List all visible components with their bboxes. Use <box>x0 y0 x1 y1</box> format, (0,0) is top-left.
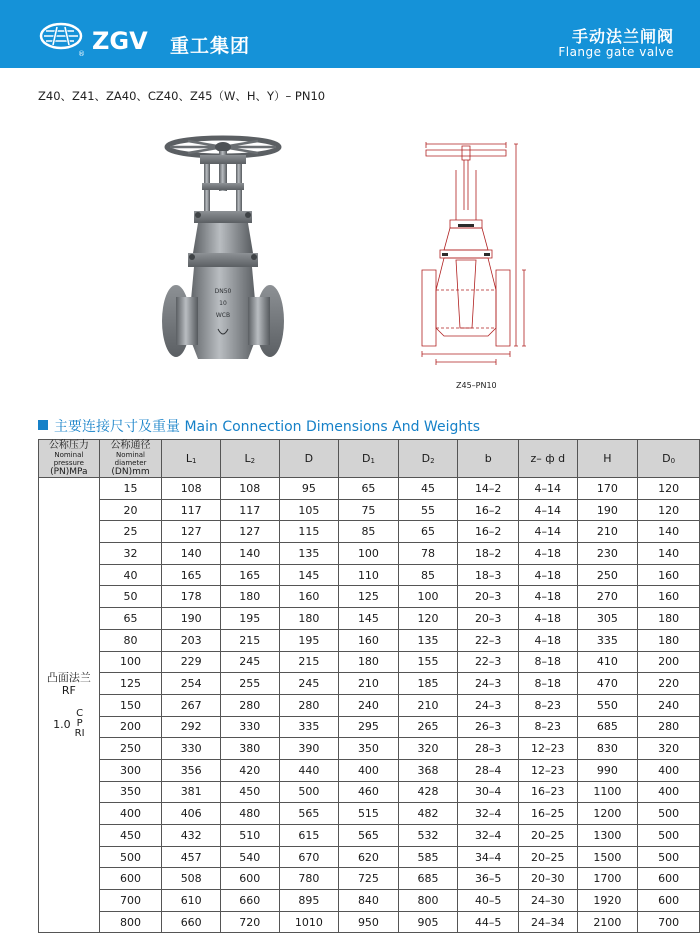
cell-b: 36–5 <box>458 868 519 890</box>
cell-h: 210 <box>577 521 638 543</box>
cell-z-phi-d: 4–14 <box>519 478 578 500</box>
cell-dn: 40 <box>99 564 162 586</box>
cell-l2: 255 <box>220 673 279 695</box>
cell-b: 28–3 <box>458 738 519 760</box>
brand-name: ZGV <box>92 27 148 55</box>
cell-d: 1010 <box>279 911 339 933</box>
cell-h: 190 <box>577 499 638 521</box>
pressure-rating: 1.0 <box>53 717 71 731</box>
cell-z-phi-d: 12–23 <box>519 759 578 781</box>
cell-l2: 117 <box>220 499 279 521</box>
cell-h: 2100 <box>577 911 638 933</box>
table-row <box>39 499 700 521</box>
bullet-square-icon <box>38 420 48 430</box>
cell-l1: 117 <box>162 499 221 521</box>
cell-z-phi-d: 24–30 <box>519 890 578 912</box>
section-title <box>38 416 480 436</box>
cell-d: 440 <box>279 759 339 781</box>
cell-d: 145 <box>279 564 339 586</box>
cell-d: 95 <box>279 478 339 500</box>
cell-z-phi-d: 4–18 <box>519 564 578 586</box>
table-row <box>39 781 700 803</box>
cell-d2: 120 <box>398 608 458 630</box>
cell-d2: 210 <box>398 694 458 716</box>
cell-d0: 140 <box>638 521 700 543</box>
header-d1: $D_1$ <box>339 440 399 478</box>
table-row <box>39 629 700 651</box>
cell-d2: 368 <box>398 759 458 781</box>
cell-z-phi-d: 4–18 <box>519 608 578 630</box>
cell-l1: 381 <box>162 781 221 803</box>
cell-d0: 500 <box>638 825 700 847</box>
table-row <box>39 543 700 565</box>
brand-name-cn: 重工集团 <box>170 35 251 57</box>
cell-d0: 160 <box>638 564 700 586</box>
cell-d1: 75 <box>339 499 399 521</box>
gate-valve-photo <box>158 133 288 373</box>
cell-h: 830 <box>577 738 638 760</box>
cell-d0: 120 <box>638 499 700 521</box>
cell-d1: 565 <box>339 825 399 847</box>
cell-d2: 45 <box>398 478 458 500</box>
header-z-phi-d: z– ф d <box>519 440 578 478</box>
cell-l2: 165 <box>220 564 279 586</box>
header-d2: $D_2$ <box>398 440 458 478</box>
cell-d0: 400 <box>638 781 700 803</box>
cell-d: 500 <box>279 781 339 803</box>
cell-l1: 356 <box>162 759 221 781</box>
cell-d0: 160 <box>638 586 700 608</box>
cell-d: 115 <box>279 521 339 543</box>
cell-l1: 508 <box>162 868 221 890</box>
cell-z-phi-d: 4–18 <box>519 543 578 565</box>
pressure-cell <box>39 478 100 933</box>
product-title-en: Flange gate valve <box>558 45 674 59</box>
table-row <box>39 738 700 760</box>
cell-d1: 125 <box>339 586 399 608</box>
cell-d0: 280 <box>638 716 700 738</box>
cell-d2: 585 <box>398 846 458 868</box>
cell-d: 895 <box>279 890 339 912</box>
photo-marking-material: WCB <box>215 312 231 319</box>
cell-z-phi-d: 8–18 <box>519 673 578 695</box>
cell-d0: 500 <box>638 846 700 868</box>
cell-d0: 320 <box>638 738 700 760</box>
header-h: H <box>577 440 638 478</box>
cell-z-phi-d: 16–23 <box>519 781 578 803</box>
cell-d0: 400 <box>638 759 700 781</box>
cell-l1: 660 <box>162 911 221 933</box>
table-row <box>39 608 700 630</box>
cell-d0: 180 <box>638 629 700 651</box>
cell-z-phi-d: 4–14 <box>519 521 578 543</box>
cell-d1: 145 <box>339 608 399 630</box>
cell-b: 16–2 <box>458 499 519 521</box>
cell-d1: 350 <box>339 738 399 760</box>
table-row <box>39 846 700 868</box>
cell-b: 18–2 <box>458 543 519 565</box>
cell-d: 105 <box>279 499 339 521</box>
cell-d: 135 <box>279 543 339 565</box>
cell-b: 18–3 <box>458 564 519 586</box>
section-title-text: 主要连接尺寸及重量 Main Connection Dimensions And Weights <box>54 419 481 435</box>
cell-d1: 85 <box>339 521 399 543</box>
cell-l1: 330 <box>162 738 221 760</box>
cell-l1: 178 <box>162 586 221 608</box>
cell-h: 990 <box>577 759 638 781</box>
cell-l1: 292 <box>162 716 221 738</box>
cell-l2: 245 <box>220 651 279 673</box>
table-row <box>39 911 700 933</box>
cell-dn: 400 <box>99 803 162 825</box>
header-d0: $D_0$ <box>638 440 700 478</box>
cell-d2: 685 <box>398 868 458 890</box>
cell-b: 24–3 <box>458 694 519 716</box>
cell-b: 24–3 <box>458 673 519 695</box>
drawing-caption: Z45–PN10 <box>456 381 497 390</box>
cell-d2: 800 <box>398 890 458 912</box>
cell-l1: 108 <box>162 478 221 500</box>
cell-d: 215 <box>279 651 339 673</box>
photo-marking-pn: 10 <box>219 300 227 307</box>
cell-l1: 203 <box>162 629 221 651</box>
cell-d: 335 <box>279 716 339 738</box>
cell-l2: 660 <box>220 890 279 912</box>
cell-d: 160 <box>279 586 339 608</box>
cell-z-phi-d: 8–23 <box>519 716 578 738</box>
cell-d1: 210 <box>339 673 399 695</box>
header-banner <box>0 0 700 68</box>
cell-d2: 65 <box>398 521 458 543</box>
table-row <box>39 673 700 695</box>
photo-marking-dn: DN50 <box>214 288 232 295</box>
brand-registered-mark: ® <box>78 50 85 58</box>
cell-d: 615 <box>279 825 339 847</box>
cell-z-phi-d: 20–30 <box>519 868 578 890</box>
cell-dn: 600 <box>99 868 162 890</box>
cell-h: 270 <box>577 586 638 608</box>
cell-h: 410 <box>577 651 638 673</box>
cell-b: 16–2 <box>458 521 519 543</box>
cell-d2: 155 <box>398 651 458 673</box>
flange-face-cn: 凸面法兰 <box>46 671 91 685</box>
cell-d1: 295 <box>339 716 399 738</box>
table-row <box>39 564 700 586</box>
cell-d1: 100 <box>339 543 399 565</box>
cell-h: 305 <box>577 608 638 630</box>
cell-d1: 400 <box>339 759 399 781</box>
cell-l2: 140 <box>220 543 279 565</box>
cell-d1: 840 <box>339 890 399 912</box>
model-list: Z40、Z41、ZA40、CZ40、Z45（W、H、Y）– PN10 <box>38 89 326 103</box>
table-row <box>39 759 700 781</box>
table-row <box>39 890 700 912</box>
cell-b: 28–4 <box>458 759 519 781</box>
cell-l2: 450 <box>220 781 279 803</box>
cell-d1: 725 <box>339 868 399 890</box>
cell-dn: 250 <box>99 738 162 760</box>
cell-h: 550 <box>577 694 638 716</box>
cell-d1: 620 <box>339 846 399 868</box>
cell-d: 280 <box>279 694 339 716</box>
cell-b: 14–2 <box>458 478 519 500</box>
cell-l1: 140 <box>162 543 221 565</box>
cell-d2: 532 <box>398 825 458 847</box>
cell-d1: 65 <box>339 478 399 500</box>
table-body <box>39 478 700 933</box>
cell-b: 32–4 <box>458 803 519 825</box>
cell-z-phi-d: 24–34 <box>519 911 578 933</box>
cell-l2: 127 <box>220 521 279 543</box>
cell-l2: 420 <box>220 759 279 781</box>
cell-dn: 32 <box>99 543 162 565</box>
cell-h: 230 <box>577 543 638 565</box>
cell-b: 30–4 <box>458 781 519 803</box>
cell-z-phi-d: 8–23 <box>519 694 578 716</box>
cell-b: 20–3 <box>458 608 519 630</box>
cell-d1: 460 <box>339 781 399 803</box>
cell-l2: 720 <box>220 911 279 933</box>
cell-l2: 480 <box>220 803 279 825</box>
cell-d0: 600 <box>638 890 700 912</box>
cell-d2: 428 <box>398 781 458 803</box>
cell-dn: 50 <box>99 586 162 608</box>
cell-l1: 190 <box>162 608 221 630</box>
cell-dn: 500 <box>99 846 162 868</box>
cell-l1: 432 <box>162 825 221 847</box>
cell-d: 780 <box>279 868 339 890</box>
cell-d1: 110 <box>339 564 399 586</box>
cell-d0: 700 <box>638 911 700 933</box>
cell-h: 1100 <box>577 781 638 803</box>
cell-h: 470 <box>577 673 638 695</box>
dimensions-table <box>38 439 700 933</box>
table-row <box>39 803 700 825</box>
cell-b: 20–3 <box>458 586 519 608</box>
cell-l2: 600 <box>220 868 279 890</box>
cell-z-phi-d: 4–18 <box>519 586 578 608</box>
cell-l1: 127 <box>162 521 221 543</box>
cell-dn: 300 <box>99 759 162 781</box>
cell-d0: 120 <box>638 478 700 500</box>
cell-d0: 220 <box>638 673 700 695</box>
cell-d2: 78 <box>398 543 458 565</box>
cell-d: 180 <box>279 608 339 630</box>
header-b: b <box>458 440 519 478</box>
cell-d2: 185 <box>398 673 458 695</box>
table-row <box>39 868 700 890</box>
cell-b: 34–4 <box>458 846 519 868</box>
cell-h: 1500 <box>577 846 638 868</box>
cell-b: 40–5 <box>458 890 519 912</box>
cell-d0: 500 <box>638 803 700 825</box>
cell-d2: 265 <box>398 716 458 738</box>
cell-l2: 510 <box>220 825 279 847</box>
cell-l2: 180 <box>220 586 279 608</box>
cell-d: 670 <box>279 846 339 868</box>
cell-l2: 380 <box>220 738 279 760</box>
cell-z-phi-d: 12–23 <box>519 738 578 760</box>
cell-dn: 65 <box>99 608 162 630</box>
table-header-row <box>39 440 700 478</box>
cell-d2: 320 <box>398 738 458 760</box>
cell-z-phi-d: 8–18 <box>519 651 578 673</box>
cell-d0: 600 <box>638 868 700 890</box>
product-title-cn: 手动法兰闸阀 <box>571 27 674 46</box>
table-row <box>39 825 700 847</box>
cell-z-phi-d: 20–25 <box>519 846 578 868</box>
cell-b: 22–3 <box>458 651 519 673</box>
cell-l1: 229 <box>162 651 221 673</box>
cell-d1: 950 <box>339 911 399 933</box>
cell-dn: 125 <box>99 673 162 695</box>
cell-l1: 406 <box>162 803 221 825</box>
zgv-logo-icon <box>38 22 84 50</box>
table-row <box>39 521 700 543</box>
header-d: D <box>279 440 339 478</box>
cell-l2: 195 <box>220 608 279 630</box>
cell-dn: 350 <box>99 781 162 803</box>
cell-dn: 700 <box>99 890 162 912</box>
material-code: CPRI <box>74 708 85 740</box>
cell-h: 1200 <box>577 803 638 825</box>
cell-h: 1300 <box>577 825 638 847</box>
cell-d2: 55 <box>398 499 458 521</box>
table-row <box>39 651 700 673</box>
cell-dn: 25 <box>99 521 162 543</box>
cell-l1: 254 <box>162 673 221 695</box>
cell-b: 44–5 <box>458 911 519 933</box>
cell-h: 250 <box>577 564 638 586</box>
cell-dn: 20 <box>99 499 162 521</box>
cell-d: 245 <box>279 673 339 695</box>
cell-dn: 100 <box>99 651 162 673</box>
cell-z-phi-d: 4–14 <box>519 499 578 521</box>
cell-h: 1700 <box>577 868 638 890</box>
cell-h: 1920 <box>577 890 638 912</box>
cell-l2: 330 <box>220 716 279 738</box>
cell-l1: 610 <box>162 890 221 912</box>
cell-b: 26–3 <box>458 716 519 738</box>
cell-d0: 240 <box>638 694 700 716</box>
cell-b: 22–3 <box>458 629 519 651</box>
cell-l1: 457 <box>162 846 221 868</box>
header-nominal-diameter: 公称通径 Nominal diameter (DN)mm <box>99 440 162 478</box>
cell-d2: 482 <box>398 803 458 825</box>
cell-d1: 240 <box>339 694 399 716</box>
header-nominal-pressure: 公称压力 Nominal pressure (PN)MPa <box>39 440 100 478</box>
cell-d1: 180 <box>339 651 399 673</box>
cell-d0: 140 <box>638 543 700 565</box>
gate-valve-drawing <box>412 140 542 370</box>
header-l1: $L_1$ <box>162 440 221 478</box>
cell-h: 685 <box>577 716 638 738</box>
cell-l2: 540 <box>220 846 279 868</box>
flange-face-en: RF <box>61 684 76 698</box>
table-row <box>39 694 700 716</box>
table-row <box>39 586 700 608</box>
cell-z-phi-d: 20–25 <box>519 825 578 847</box>
cell-dn: 15 <box>99 478 162 500</box>
header-l2: $L_2$ <box>220 440 279 478</box>
cell-l1: 267 <box>162 694 221 716</box>
cell-d2: 905 <box>398 911 458 933</box>
table-row <box>39 478 700 500</box>
cell-l2: 108 <box>220 478 279 500</box>
cell-l2: 215 <box>220 629 279 651</box>
cell-d0: 180 <box>638 608 700 630</box>
cell-d: 195 <box>279 629 339 651</box>
cell-d0: 200 <box>638 651 700 673</box>
cell-d2: 85 <box>398 564 458 586</box>
cell-h: 335 <box>577 629 638 651</box>
cell-dn: 80 <box>99 629 162 651</box>
cell-dn: 450 <box>99 825 162 847</box>
cell-l1: 165 <box>162 564 221 586</box>
cell-d1: 515 <box>339 803 399 825</box>
cell-h: 170 <box>577 478 638 500</box>
table-row <box>39 716 700 738</box>
cell-z-phi-d: 16–25 <box>519 803 578 825</box>
cell-z-phi-d: 4–18 <box>519 629 578 651</box>
cell-b: 32–4 <box>458 825 519 847</box>
cell-d1: 160 <box>339 629 399 651</box>
cell-l2: 280 <box>220 694 279 716</box>
cell-d2: 100 <box>398 586 458 608</box>
cell-d2: 135 <box>398 629 458 651</box>
cell-dn: 200 <box>99 716 162 738</box>
cell-dn: 800 <box>99 911 162 933</box>
cell-d: 565 <box>279 803 339 825</box>
cell-dn: 150 <box>99 694 162 716</box>
cell-d: 390 <box>279 738 339 760</box>
